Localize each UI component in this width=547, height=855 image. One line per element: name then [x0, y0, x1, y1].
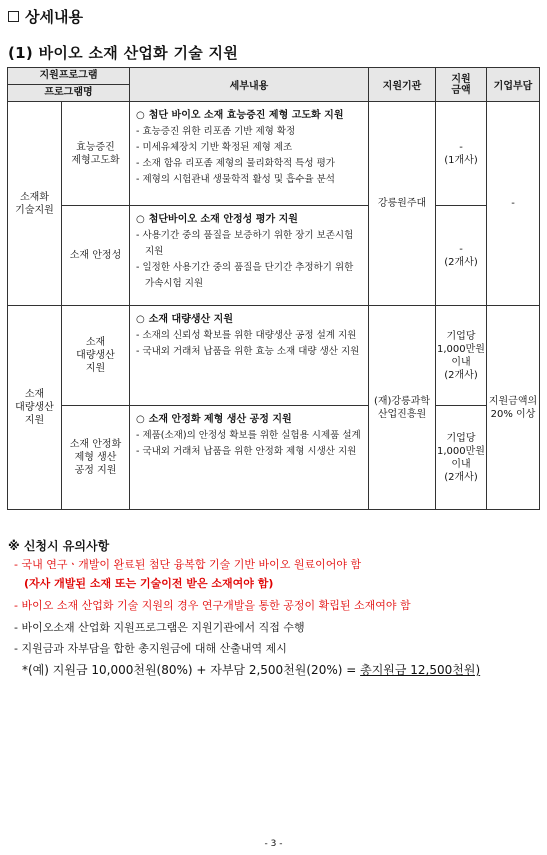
table-row: [8, 406, 540, 510]
note-line: - 국내 연구ㆍ개발이 완료된 첨단 융복합 기술 기반 바이오 원료이어야 함: [14, 558, 362, 571]
header-program-name: 프로그램명: [8, 85, 130, 102]
table-row: [8, 102, 540, 206]
burden-cell: 지원금액의 20% 이상: [487, 306, 540, 510]
section-title-text: 상세내용: [25, 8, 83, 26]
amount-cell: - (2개사): [436, 206, 487, 306]
amount-cell: 기업당 1,000만원 이내 (2개사): [436, 406, 487, 510]
program-name: 소재 안정화 제형 생산 공정 지원: [62, 406, 130, 510]
header-amount: 지원 금액: [436, 68, 487, 102]
program-name: 소재 대량생산 지원: [62, 306, 130, 406]
formula-total: 총지원금 12,500천원): [360, 663, 481, 677]
note-line: (자사 개발된 소재 또는 기술이전 받은 소재여야 함): [24, 577, 274, 590]
sub-title: (1) 바이오 소재 산업화 기술 지원: [8, 44, 239, 62]
section-title: [8, 6, 83, 27]
program-name: 소재 안정성: [62, 206, 130, 306]
page-number: - 3 -: [264, 839, 283, 849]
group-name: 소재화 기술지원: [8, 102, 62, 306]
program-detail: ○ 소재 대량생산 지원 - 소재의 신뢰성 확보를 위한 대량생산 공정 설계 지원 - 국내외 거래처 납품을 위한 효능 소재 대량 생산 지원: [130, 306, 369, 406]
amount-cell: 기업당 1,000만원 이내 (2개사): [436, 306, 487, 406]
note-line: - 지원금과 자부담을 합한 총지원금에 대해 산출내역 제시: [14, 642, 287, 655]
program-detail: ○ 첨단바이오 소재 안정성 평가 지원 - 사용기간 중의 품질을 보증하기 위한 장기 보존시험 지원 - 일정한 사용기간 중의 품질을 단기간 추정하기 위한 가속시험 지원: [130, 206, 369, 306]
header-burden: 기업부담: [487, 68, 540, 102]
header-program: 지원프로그램: [8, 68, 130, 85]
note-line: - 바이오 소재 산업화 기술 지원의 경우 연구개발을 통한 공정이 확립된 소재여야 함: [14, 599, 411, 612]
program-detail: ○ 소재 안정화 제형 생산 공정 지원 - 제품(소재)의 안정성 확보를 위한 실험용 시제품 설계 - 국내외 거래처 납품을 위한 안정화 제형 시생산 지원: [130, 406, 369, 510]
checkbox-icon: [8, 11, 19, 22]
table-row: [8, 306, 540, 406]
header-agency: 지원기관: [369, 68, 436, 102]
support-program-table: [7, 67, 540, 510]
notes-heading: ※ 신청시 유의사항: [8, 539, 110, 553]
example-formula: [22, 661, 480, 678]
agency-cell: 강릉원주대: [369, 102, 436, 306]
program-name: 효능증진 제형고도화: [62, 102, 130, 206]
amount-cell: - (1개사): [436, 102, 487, 206]
header-detail: 세부내용: [130, 68, 369, 102]
group-name: 소재 대량생산 지원: [8, 306, 62, 510]
agency-cell: (재)강릉과학 산업진흥원: [369, 306, 436, 510]
burden-cell: -: [487, 102, 540, 306]
formula-prefix: *(예) 지원금 10,000천원(80%) + 자부담 2,500천원(20%) =: [22, 663, 361, 677]
program-detail: ○ 첨단 바이오 소재 효능증진 제형 고도화 지원 - 효능증진 위한 리포좀 기반 제형 확정 - 미세유체장치 기반 확정된 제형 제조 - 소재 함유 리포좀 제형의 물리화학적 특성 평가 - 제형의 시험관내 생물학적 활성 및 흡수율 분석: [130, 102, 369, 206]
table-row: [8, 206, 540, 306]
note-line: - 바이오소재 산업화 지원프로그램은 지원기관에서 직접 수행: [14, 621, 305, 634]
